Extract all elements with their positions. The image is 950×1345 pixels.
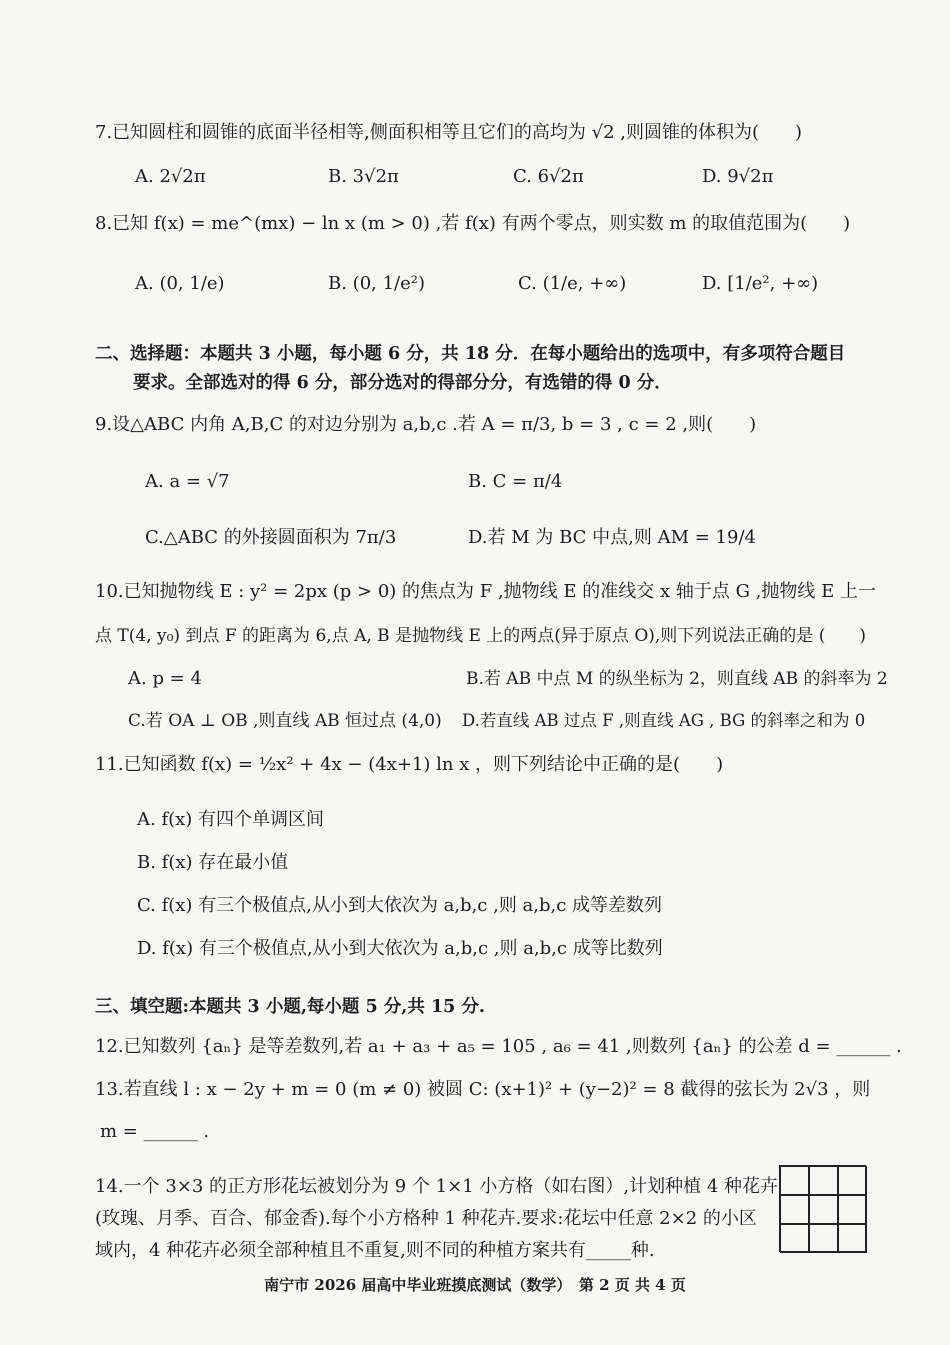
- flowerbed-grid-figure: [779, 1165, 866, 1252]
- q11-option-c: C. f(x) 有三个极值点,从小到大依次为 a,b,c ,则 a,b,c 成等差数列: [137, 895, 663, 916]
- q9-option-d: D.若 M 为 BC 中点,则 AM = 19/4: [468, 527, 756, 548]
- q8-stem: 8.已知 f(x) = me^(mx) − ln x (m > 0) ,若 f(x) 有两个零点，则实数 m 的取值范围为( ): [95, 213, 851, 234]
- q10-option-c: C.若 OA ⊥ OB ,则直线 AB 恒过点 (4,0): [128, 711, 442, 731]
- q7-option-d: D. 9√2π: [702, 166, 774, 187]
- q10-option-b: B.若 AB 中点 M 的纵坐标为 2，则直线 AB 的斜率为 2: [466, 669, 888, 689]
- q9-option-c: C.△ABC 的外接圆面积为 7π/3: [145, 527, 397, 548]
- section3-heading: 三、填空题:本题共 3 小题,每小题 5 分,共 15 分.: [95, 997, 485, 1017]
- q14-stem-line3: 域内，4 种花卉必须全部种植且不重复,则不同的种植方案共有_____种.: [95, 1240, 655, 1261]
- q7-stem: 7.已知圆柱和圆锥的底面半径相等,侧面积相等且它们的高均为 √2 ,则圆锥的体积为( ): [95, 122, 803, 143]
- grid-cell: [838, 1166, 867, 1195]
- q14-stem-line2: (玫瑰、月季、百合、郁金香).每个小方格种 1 种花卉.要求:花坛中任意 2×2 的小区: [95, 1208, 757, 1229]
- q10-option-d: D.若直线 AB 过点 F ,则直线 AG , BG 的斜率之和为 0: [462, 711, 866, 730]
- q8-option-b: B. (0, 1/e²): [328, 273, 425, 294]
- grid-cell: [809, 1195, 838, 1224]
- grid-cell: [838, 1224, 867, 1253]
- q12-stem: 12.已知数列 {aₙ} 是等差数列,若 a₁ + a₃ + a₅ = 105 , a₆ = 41 ,则数列 {aₙ} 的公差 d = ______ .: [95, 1036, 902, 1057]
- q8-option-c: C. (1/e, +∞): [518, 273, 627, 294]
- grid-cell: [780, 1166, 809, 1195]
- q14-stem-line1: 14.一个 3×3 的正方形花坛被划分为 9 个 1×1 小方格（如右图）,计划种植 4 种花卉: [95, 1176, 778, 1197]
- q7-option-b: B. 3√2π: [328, 166, 399, 187]
- page-footer: 南宁市 2026 届高中毕业班摸底测试（数学） 第 2 页 共 4 页: [264, 1276, 686, 1294]
- q11-option-b: B. f(x) 存在最小值: [137, 852, 289, 873]
- q8-option-d: D. [1/e², +∞): [702, 273, 819, 294]
- grid-cell: [838, 1195, 867, 1224]
- q10-option-a: A. p = 4: [128, 668, 202, 689]
- q7-option-c: C. 6√2π: [513, 166, 584, 187]
- section2-heading-line2: 要求。全部选对的得 6 分，部分选对的得部分分，有选错的得 0 分．: [133, 373, 672, 393]
- q10-stem-line1: 10.已知抛物线 E : y² = 2px (p > 0) 的焦点为 F ,抛物线 E 的准线交 x 轴于点 G ,抛物线 E 上一: [95, 581, 876, 602]
- q10-stem-line2: 点 T(4, y₀) 到点 F 的距离为 6,点 A, B 是抛物线 E 上的两点(异于原点 O),则下列说法正确的是 ( ): [95, 626, 866, 646]
- grid-cell: [809, 1166, 838, 1195]
- q9-option-a: A. a = √7: [145, 471, 230, 492]
- q11-option-a: A. f(x) 有四个单调区间: [137, 809, 325, 830]
- q13-stem-line2: m = ______ .: [100, 1121, 210, 1142]
- q9-option-b: B. C = π/4: [468, 471, 563, 492]
- q8-option-a: A. (0, 1/e): [135, 273, 225, 294]
- q9-stem: 9.设△ABC 内角 A,B,C 的对边分别为 a,b,c .若 A = π/3, b = 3 , c = 2 ,则( ): [95, 414, 757, 435]
- q11-stem: 11.已知函数 f(x) = ½x² + 4x − (4x+1) ln x ，则下列结论中正确的是( ): [95, 754, 724, 775]
- q13-stem-line1: 13.若直线 l : x − 2y + m = 0 (m ≠ 0) 被圆 C: (x+1)² + (y−2)² = 8 截得的弦长为 2√3 ，则: [95, 1079, 871, 1100]
- section2-heading-line1: 二、选择题：本题共 3 小题，每小题 6 分，共 18 分．在每小题给出的选项中，有多项符合题目: [95, 344, 846, 364]
- q7-option-a: A. 2√2π: [135, 166, 206, 187]
- grid-cell: [780, 1195, 809, 1224]
- grid-cell: [780, 1224, 809, 1253]
- q11-option-d: D. f(x) 有三个极值点,从小到大依次为 a,b,c ,则 a,b,c 成等比数列: [137, 938, 663, 959]
- grid-cell: [809, 1224, 838, 1253]
